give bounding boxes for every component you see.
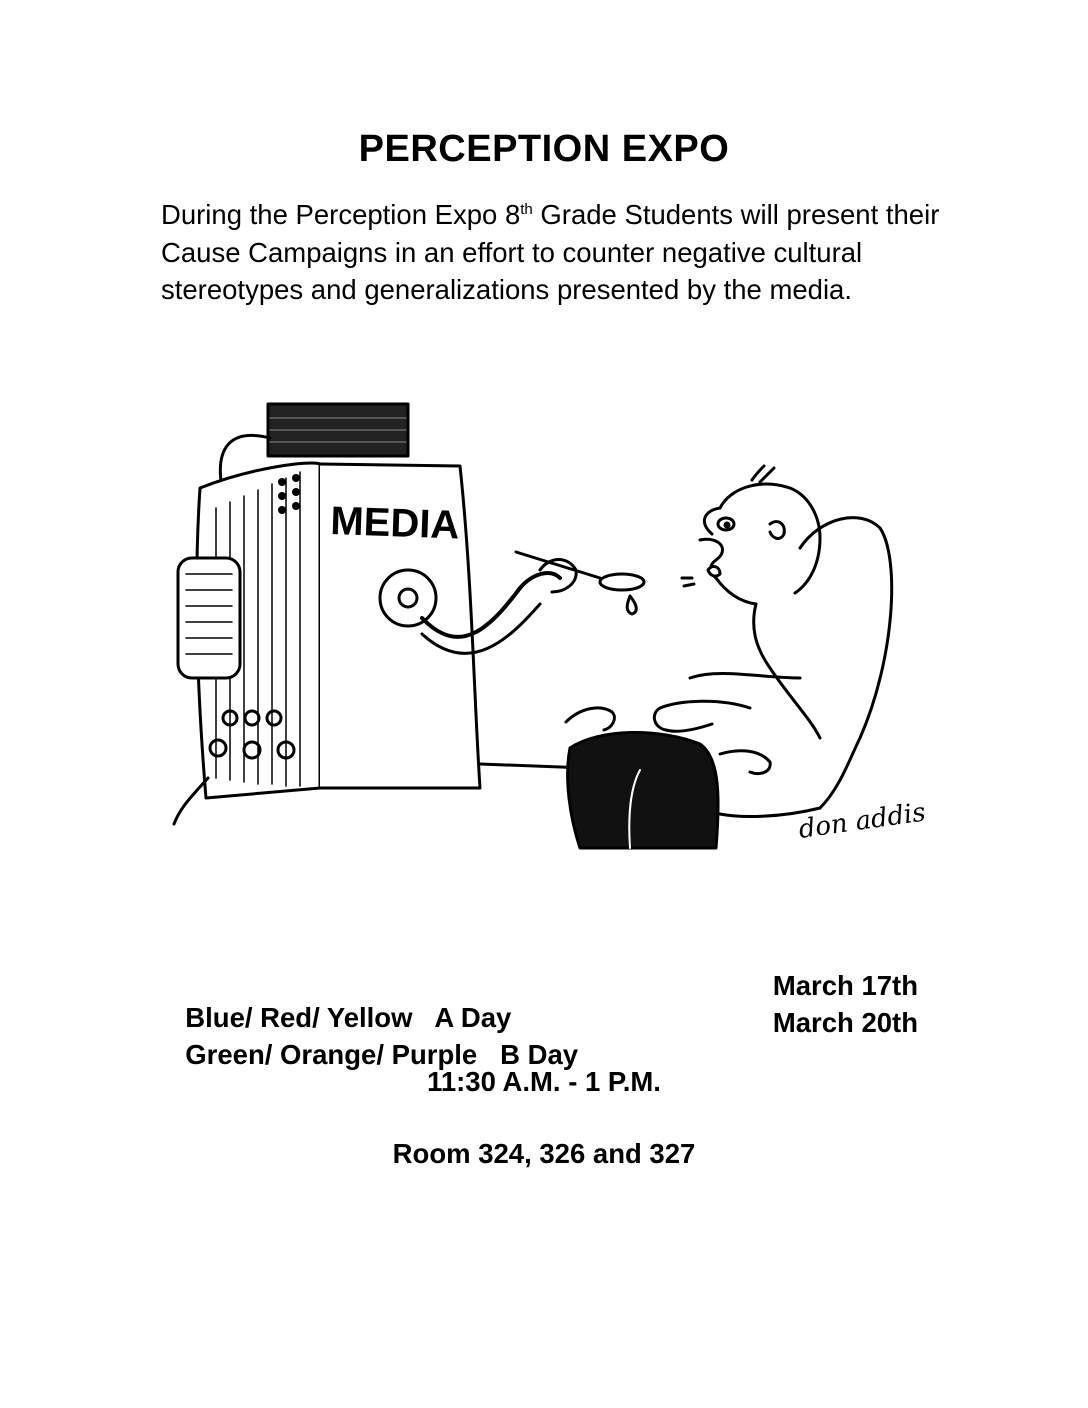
media-label: MEDIA [329, 499, 461, 548]
ordinal-suffix: th [520, 200, 533, 218]
intro-text-start: During the Perception Expo 8 [161, 199, 521, 230]
artist-signature: don addis [796, 797, 928, 845]
schedule-groups-a: Blue/ Red/ Yellow A Day [185, 1002, 512, 1033]
intro-text-end: Grade Students will present their Cause Campaigns in an effort to counter negative cultural stereotypes and generalizations presented by the media. [161, 199, 940, 305]
schedule-date-a: March 17th [772, 970, 918, 1001]
event-time: 11:30 A.M. - 1 P.M. [427, 1066, 661, 1097]
schedule-groups-b: Green/ Orange/ Purple B Day [185, 1039, 579, 1070]
event-rooms: Room 324, 326 and 327 [392, 1138, 696, 1169]
page-title: PERCEPTION EXPO [358, 128, 730, 170]
schedule-date-b: March 20th [772, 1007, 918, 1038]
media-cartoon-illustration [160, 378, 950, 878]
intro-paragraph [161, 196, 951, 309]
